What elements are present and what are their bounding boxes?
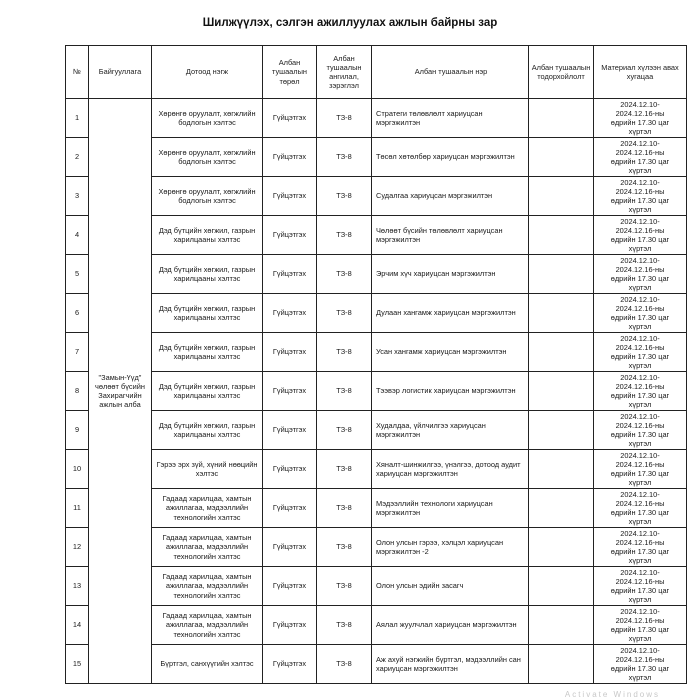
cell-position-description bbox=[529, 411, 594, 450]
cell-position-type: Гүйцэтгэх bbox=[263, 255, 317, 294]
cell-deadline: 2024.12.10- 2024.12.16-ны өдрийн 17.30 цаг хүртэл bbox=[594, 333, 687, 372]
cell-position-type: Гүйцэтгэх bbox=[263, 411, 317, 450]
cell-position-type: Гүйцэтгэх bbox=[263, 528, 317, 567]
cell-position-description bbox=[529, 372, 594, 411]
header-deadline: Материал хүлээн авах хугацаа bbox=[594, 46, 687, 99]
cell-deadline: 2024.12.10- 2024.12.16-ны өдрийн 17.30 цаг хүртэл bbox=[594, 99, 687, 138]
cell-position-grade: ТЗ-8 bbox=[317, 255, 372, 294]
cell-position-name: Худалдаа, үйлчилгээ хариуцсан мэргэжилтэн bbox=[372, 411, 529, 450]
cell-position-description bbox=[529, 177, 594, 216]
cell-position-name: Дулаан хангамж хариуцсан мэргэжилтэн bbox=[372, 294, 529, 333]
table-row bbox=[66, 177, 687, 216]
table-row bbox=[66, 450, 687, 489]
cell-position-grade: ТЗ-8 bbox=[317, 294, 372, 333]
cell-position-description bbox=[529, 99, 594, 138]
cell-internal-unit: Хөрөнгө оруулалт, хөгжлийн бодлогын хэлтэс bbox=[152, 177, 263, 216]
table-row bbox=[66, 606, 687, 645]
cell-position-type: Гүйцэтгэх bbox=[263, 489, 317, 528]
cell-position-description bbox=[529, 606, 594, 645]
cell-position-name: Олон улсын эдийн засагч bbox=[372, 567, 529, 606]
cell-no: 5 bbox=[66, 255, 89, 294]
cell-position-description bbox=[529, 255, 594, 294]
cell-no: 14 bbox=[66, 606, 89, 645]
table-row bbox=[66, 645, 687, 684]
cell-position-description bbox=[529, 216, 594, 255]
cell-deadline: 2024.12.10- 2024.12.16-ны өдрийн 17.30 цаг хүртэл bbox=[594, 567, 687, 606]
cell-internal-unit: Дэд бүтцийн хөгжил, газрын харилцааны хэлтэс bbox=[152, 372, 263, 411]
cell-position-type: Гүйцэтгэх bbox=[263, 177, 317, 216]
cell-position-name: Стратеги төлөвлөлт хариуцсан мэргэжилтэн bbox=[372, 99, 529, 138]
cell-position-description bbox=[529, 489, 594, 528]
document-title: Шилжүүлэх, сэлгэн ажиллуулах ажлын байрны зар bbox=[202, 17, 498, 29]
cell-position-name: Судалгаа хариуцсан мэргэжилтэн bbox=[372, 177, 529, 216]
cell-no: 15 bbox=[66, 645, 89, 684]
table-row bbox=[66, 333, 687, 372]
cell-deadline: 2024.12.10- 2024.12.16-ны өдрийн 17.30 цаг хүртэл bbox=[594, 606, 687, 645]
cell-position-type: Гүйцэтгэх bbox=[263, 567, 317, 606]
cell-no: 9 bbox=[66, 411, 89, 450]
cell-deadline: 2024.12.10- 2024.12.16-ны өдрийн 17.30 цаг хүртэл bbox=[594, 645, 687, 684]
cell-position-grade: ТЗ-8 bbox=[317, 99, 372, 138]
header-no: № bbox=[66, 46, 89, 99]
cell-position-name: Эрчим хүч хариуцсан мэргэжилтэн bbox=[372, 255, 529, 294]
cell-no: 1 bbox=[66, 99, 89, 138]
table-row bbox=[66, 216, 687, 255]
cell-deadline: 2024.12.10- 2024.12.16-ны өдрийн 17.30 цаг хүртэл bbox=[594, 177, 687, 216]
cell-internal-unit: Гадаад харилцаа, хамтын ажиллагаа, мэдээллийн технологийн хэлтэс bbox=[152, 567, 263, 606]
cell-position-grade: ТЗ-8 bbox=[317, 450, 372, 489]
cell-position-name: Аялал жуулчлал хариуцсан мэргэжилтэн bbox=[372, 606, 529, 645]
cell-deadline: 2024.12.10- 2024.12.16-ны өдрийн 17.30 цаг хүртэл bbox=[594, 411, 687, 450]
cell-position-grade: ТЗ-8 bbox=[317, 333, 372, 372]
header-position-name: Албан тушаалын нэр bbox=[372, 46, 529, 99]
cell-internal-unit: Дэд бүтцийн хөгжил, газрын харилцааны хэлтэс bbox=[152, 294, 263, 333]
header-position-type: Албан тушаалын төрөл bbox=[263, 46, 317, 99]
cell-no: 10 bbox=[66, 450, 89, 489]
table-row bbox=[66, 99, 687, 138]
cell-internal-unit: Хөрөнгө оруулалт, хөгжлийн бодлогын хэлтэс bbox=[152, 138, 263, 177]
header-position-description: Албан тушаалын тодорхойлолт bbox=[529, 46, 594, 99]
cell-position-grade: ТЗ-8 bbox=[317, 489, 372, 528]
cell-position-grade: ТЗ-8 bbox=[317, 567, 372, 606]
cell-position-grade: ТЗ-8 bbox=[317, 138, 372, 177]
table-row bbox=[66, 138, 687, 177]
cell-internal-unit: Гэрээ эрх зүй, хүний нөөцийн хэлтэс bbox=[152, 450, 263, 489]
cell-position-type: Гүйцэтгэх bbox=[263, 99, 317, 138]
table-row bbox=[66, 567, 687, 606]
cell-deadline: 2024.12.10- 2024.12.16-ны өдрийн 17.30 цаг хүртэл bbox=[594, 489, 687, 528]
cell-position-name: Чөлөөт бүсийн төлөвлөлт хариуцсан мэргэжилтэн bbox=[372, 216, 529, 255]
cell-no: 3 bbox=[66, 177, 89, 216]
cell-position-description bbox=[529, 450, 594, 489]
cell-position-type: Гүйцэтгэх bbox=[263, 372, 317, 411]
cell-internal-unit: Дэд бүтцийн хөгжил, газрын харилцааны хэлтэс bbox=[152, 255, 263, 294]
cell-position-type: Гүйцэтгэх bbox=[263, 606, 317, 645]
cell-position-type: Гүйцэтгэх bbox=[263, 138, 317, 177]
cell-no: 4 bbox=[66, 216, 89, 255]
cell-position-name: Төсөл хөтөлбөр хариуцсан мэргэжилтэн bbox=[372, 138, 529, 177]
cell-position-type: Гүйцэтгэх bbox=[263, 645, 317, 684]
table-header-row bbox=[66, 46, 687, 99]
cell-organization: "Замын-Үүд" чөлөөт бүсийн Захирагчийн ажлын алба bbox=[89, 99, 152, 684]
cell-no: 13 bbox=[66, 567, 89, 606]
cell-no: 8 bbox=[66, 372, 89, 411]
cell-deadline: 2024.12.10- 2024.12.16-ны өдрийн 17.30 цаг хүртэл bbox=[594, 138, 687, 177]
cell-internal-unit: Дэд бүтцийн хөгжил, газрын харилцааны хэлтэс bbox=[152, 411, 263, 450]
cell-position-description bbox=[529, 294, 594, 333]
cell-position-grade: ТЗ-8 bbox=[317, 528, 372, 567]
cell-position-name: Хяналт-шинжилгээ, үнэлгээ, дотоод аудит хариуцсан мэргэжилтэн bbox=[372, 450, 529, 489]
cell-position-type: Гүйцэтгэх bbox=[263, 450, 317, 489]
cell-deadline: 2024.12.10- 2024.12.16-ны өдрийн 17.30 цаг хүртэл bbox=[594, 528, 687, 567]
cell-position-description bbox=[529, 528, 594, 567]
cell-position-name: Мэдээллийн технологи хариуцсан мэргэжилтэн bbox=[372, 489, 529, 528]
table-row bbox=[66, 489, 687, 528]
cell-deadline: 2024.12.10- 2024.12.16-ны өдрийн 17.30 цаг хүртэл bbox=[594, 255, 687, 294]
table-row bbox=[66, 294, 687, 333]
cell-position-description bbox=[529, 567, 594, 606]
cell-internal-unit: Дэд бүтцийн хөгжил, газрын харилцааны хэлтэс bbox=[152, 216, 263, 255]
cell-internal-unit: Гадаад харилцаа, хамтын ажиллагаа, мэдээллийн технологийн хэлтэс bbox=[152, 528, 263, 567]
activation-watermark: Activate Windows bbox=[564, 690, 660, 699]
cell-position-type: Гүйцэтгэх bbox=[263, 216, 317, 255]
cell-position-name: Олон улсын гэрээ, хэлцэл хариуцсан мэргэжилтэн -2 bbox=[372, 528, 529, 567]
cell-position-description bbox=[529, 138, 594, 177]
cell-internal-unit: Бүртгэл, санхүүгийн хэлтэс bbox=[152, 645, 263, 684]
job-postings-table bbox=[65, 45, 687, 684]
cell-position-name: Аж ахуй нэгжийн бүртгэл, мэдээллийн сан хариуцсан мэргэжилтэн bbox=[372, 645, 529, 684]
cell-no: 6 bbox=[66, 294, 89, 333]
cell-internal-unit: Дэд бүтцийн хөгжил, газрын харилцааны хэлтэс bbox=[152, 333, 263, 372]
cell-deadline: 2024.12.10- 2024.12.16-ны өдрийн 17.30 цаг хүртэл bbox=[594, 294, 687, 333]
cell-position-type: Гүйцэтгэх bbox=[263, 294, 317, 333]
cell-deadline: 2024.12.10- 2024.12.16-ны өдрийн 17.30 цаг хүртэл bbox=[594, 450, 687, 489]
cell-position-description bbox=[529, 333, 594, 372]
cell-position-grade: ТЗ-8 bbox=[317, 177, 372, 216]
cell-internal-unit: Гадаад харилцаа, хамтын ажиллагаа, мэдээллийн технологийн хэлтэс bbox=[152, 606, 263, 645]
table-row bbox=[66, 372, 687, 411]
cell-internal-unit: Гадаад харилцаа, хамтын ажиллагаа, мэдээллийн технологийн хэлтэс bbox=[152, 489, 263, 528]
cell-position-name: Тээвэр логистик хариуцсан мэргэжилтэн bbox=[372, 372, 529, 411]
cell-position-name: Усан хангамж хариуцсан мэргэжилтэн bbox=[372, 333, 529, 372]
cell-position-grade: ТЗ-8 bbox=[317, 645, 372, 684]
header-internal-unit: Дотоод нэгж bbox=[152, 46, 263, 99]
cell-position-grade: ТЗ-8 bbox=[317, 372, 372, 411]
table-row bbox=[66, 411, 687, 450]
table-row bbox=[66, 528, 687, 567]
cell-deadline: 2024.12.10- 2024.12.16-ны өдрийн 17.30 цаг хүртэл bbox=[594, 216, 687, 255]
cell-position-type: Гүйцэтгэх bbox=[263, 333, 317, 372]
cell-position-description bbox=[529, 645, 594, 684]
cell-position-grade: ТЗ-8 bbox=[317, 606, 372, 645]
header-position-grade: Албан тушаалын ангилал, зэрэглэл bbox=[317, 46, 372, 99]
table-row bbox=[66, 255, 687, 294]
cell-internal-unit: Хөрөнгө оруулалт, хөгжлийн бодлогын хэлтэс bbox=[152, 99, 263, 138]
cell-position-grade: ТЗ-8 bbox=[317, 216, 372, 255]
cell-no: 12 bbox=[66, 528, 89, 567]
cell-no: 2 bbox=[66, 138, 89, 177]
header-organization: Байгууллага bbox=[89, 46, 152, 99]
cell-no: 7 bbox=[66, 333, 89, 372]
cell-no: 11 bbox=[66, 489, 89, 528]
cell-deadline: 2024.12.10- 2024.12.16-ны өдрийн 17.30 цаг хүртэл bbox=[594, 372, 687, 411]
cell-position-grade: ТЗ-8 bbox=[317, 411, 372, 450]
